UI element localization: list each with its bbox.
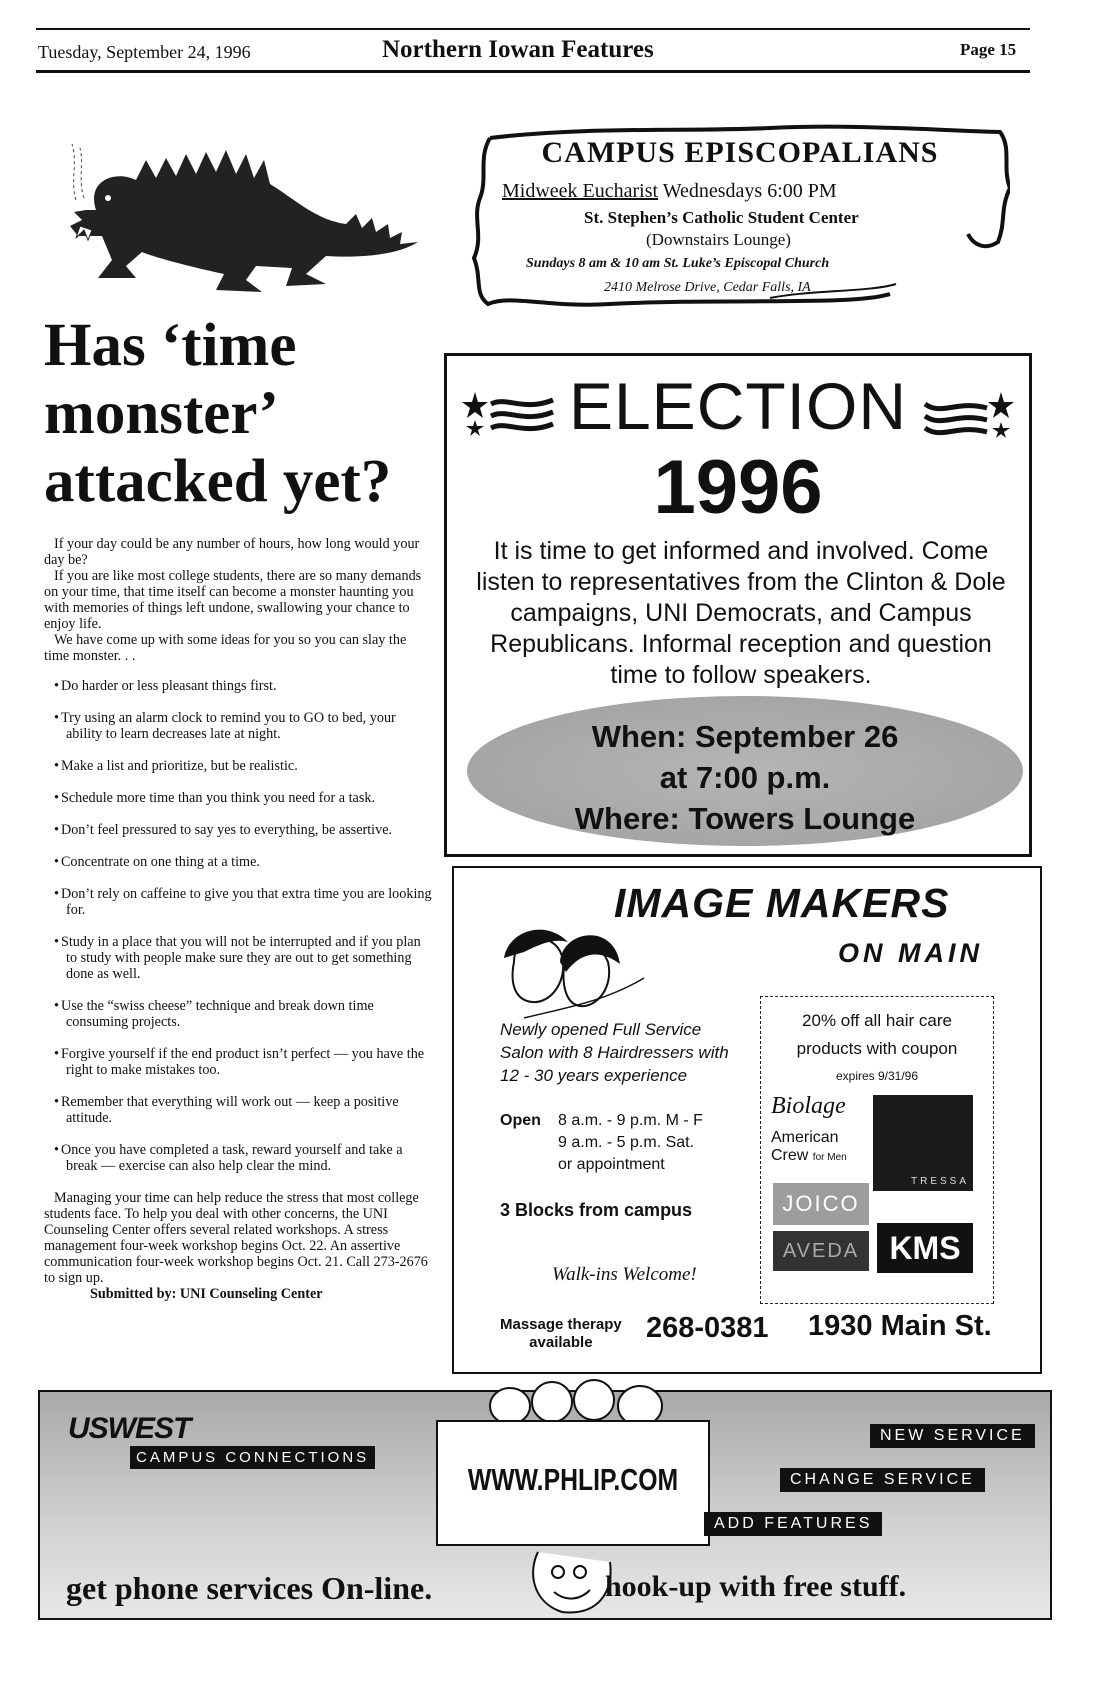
brand-aveda-logo: AVEDA	[773, 1231, 869, 1271]
salon-faces-illustration	[484, 912, 654, 1032]
massage-note	[500, 1316, 622, 1352]
location-1: St. Stephen’s Catholic Student Center	[584, 208, 859, 227]
tip-item: • Don’t feel pressured to say yes to everything, be assertive.	[44, 822, 432, 838]
election-title: ELECTION	[568, 369, 908, 443]
coupon-line-1: 20% off all hair care	[802, 1011, 952, 1030]
tip-item: • Forgive yourself if the end product isn’t perfect — you have the right to make mistakes too.	[44, 1046, 432, 1078]
salon-distance: 3 Blocks from campus	[500, 1200, 693, 1220]
add-features-button[interactable]: ADD FEATURES	[704, 1512, 882, 1536]
location-1-sub: (Downstairs Lounge)	[646, 230, 791, 249]
event-date: When: September 26	[591, 719, 899, 754]
salon-address: 1930 Main St.	[808, 1310, 992, 1342]
image-makers-ad	[452, 866, 1042, 1374]
salon-hours	[558, 1110, 703, 1176]
article-intro-1: If your day could be any number of hours, how long would your day be?	[44, 536, 420, 568]
eucharist-time: Wednesdays 6:00 PM	[662, 180, 837, 202]
discount-coupon[interactable]	[760, 996, 994, 1304]
website-url[interactable]: WWW.PHLIP.COM	[467, 1462, 679, 1497]
american-crew-line-1: American	[771, 1129, 839, 1146]
brand-biolage-logo: Biolage	[771, 1093, 846, 1119]
church-address: 2410 Melrose Drive, Cedar Falls, IA	[604, 280, 811, 295]
brand-tressa-logo	[873, 1095, 973, 1191]
brand-joico-logo: JOICO	[773, 1183, 869, 1225]
tips-list	[44, 678, 432, 1174]
event-details	[467, 716, 1023, 839]
sunday-services: Sundays 8 am & 10 am St. Luke’s Episcopal Church	[526, 256, 830, 271]
tip-item: • Don’t rely on caffeine to give you that extra time you are looking for.	[44, 886, 432, 918]
coupon-line-2: products with coupon	[796, 1039, 958, 1058]
election-description: It is time to get informed and involved. Come listen to representatives from the Clinton & Dole campaigns, UNI Democrats, and Campus Republicans. Informal reception and question time to follow speakers.	[476, 537, 1006, 689]
hours-label: Open	[500, 1112, 541, 1129]
tip-item: • Make a list and prioritize, but be realistic.	[44, 758, 432, 774]
episcopalians-ad	[470, 118, 1010, 318]
american-crew-for-men: for Men	[812, 1152, 847, 1163]
massage-line-1: Massage therapy	[500, 1316, 622, 1333]
headline-line-1: Has ‘time	[44, 312, 297, 379]
website-sign[interactable]	[436, 1420, 710, 1546]
article-intro-2: If you are like most college students, there are so many demands on your time, that time itself can become a monster haunting you with memories of things left undone, swallowing your chance to enjoy life.	[44, 568, 422, 632]
headline-line-3: attacked yet?	[44, 448, 392, 515]
american-crew-line-2: Crew	[771, 1147, 809, 1164]
tip-item: • Study in a place that you will not be interrupted and if you plan to study with people make sure they are out to get something done as well.	[44, 934, 432, 982]
header-rule-top	[36, 28, 1030, 30]
header-page-number: Page 15	[960, 40, 1017, 59]
coupon-expiry: expires 9/31/96	[835, 1069, 919, 1083]
event-details-oval	[467, 696, 1023, 846]
tip-item: • Once you have completed a task, reward yourself and take a break — exercise can also help clear the mind.	[44, 1142, 432, 1174]
change-service-button[interactable]: CHANGE SERVICE	[780, 1468, 985, 1492]
tagline-online: get phone services On-line.	[66, 1570, 433, 1606]
tip-item: • Remember that everything will work out — keep a positive attitude.	[44, 1094, 432, 1126]
article-closing: Managing your time can help reduce the stress that most college students face. To help you deal with other concerns, the UNI Counseling Center offers several related workshops. A stress management four-week workshop begins Oct. 22. An assertive communication four-week workshop begins Oct. 21. Call 273-2676 to sign up.	[44, 1190, 428, 1286]
hand-fingers-illustration	[480, 1376, 680, 1426]
tip-item: • Do harder or less pleasant things first.	[44, 678, 432, 694]
event-time: at 7:00 p.m.	[659, 760, 831, 795]
article-headline	[44, 312, 444, 516]
salon-title: IMAGE MAKERS	[614, 880, 950, 926]
header-rule-bottom	[36, 70, 1030, 73]
uswest-ad	[38, 1390, 1052, 1620]
headline-line-2: monster’	[44, 380, 279, 447]
new-service-button[interactable]: NEW SERVICE	[870, 1424, 1035, 1448]
brand-kms-logo: KMS	[877, 1223, 973, 1273]
massage-line-2: available	[529, 1334, 593, 1351]
hours-weekday: 8 a.m. - 9 p.m. M - F	[558, 1112, 703, 1129]
coupon-offer	[761, 1007, 993, 1063]
header-date: Tuesday, September 24, 1996	[38, 42, 251, 62]
hours-saturday: 9 a.m. - 5 p.m. Sat.	[558, 1134, 695, 1151]
tip-item: • Schedule more time than you think you need for a task.	[44, 790, 432, 806]
uswest-logo: USWEST	[68, 1412, 191, 1445]
episcopalians-title: CAMPUS EPISCOPALIANS	[541, 136, 939, 169]
tip-item: • Try using an alarm clock to remind you to GO to bed, your ability to learn decreases late at night.	[44, 710, 432, 742]
article-body	[44, 536, 432, 1302]
election-year: 1996	[653, 445, 823, 530]
salon-phone: 268-0381	[646, 1312, 769, 1344]
article-submitted-by: Submitted by: UNI Counseling Center	[90, 1286, 323, 1302]
article-intro-3: We have come up with some ideas for you so you can slay the time monster. . .	[44, 632, 407, 664]
salon-description: Newly opened Full Service Salon with 8 Hairdressers with 12 - 30 years experience	[500, 1020, 729, 1085]
salon-subtitle: ON MAIN	[838, 938, 983, 968]
hours-appointment: or appointment	[558, 1156, 665, 1173]
tagline-free-stuff: hook-up with free stuff.	[605, 1570, 907, 1603]
campus-connections-label: CAMPUS CONNECTIONS	[130, 1446, 375, 1469]
brand-american-crew-logo	[771, 1129, 847, 1167]
header-section-title: Northern Iowan Features	[382, 36, 654, 63]
tressa-label: TRESSA	[910, 1176, 969, 1187]
tip-item: • Concentrate on one thing at a time.	[44, 854, 432, 870]
eucharist-line	[502, 180, 837, 203]
election-ad	[444, 353, 1032, 857]
walkins-welcome: Walk-ins Welcome!	[552, 1264, 697, 1285]
eucharist-label: Midweek Eucharist	[502, 180, 659, 202]
time-monster-illustration	[56, 140, 436, 300]
tip-item: • Use the “swiss cheese” technique and break down time consuming projects.	[44, 998, 432, 1030]
event-location: Where: Towers Lounge	[574, 801, 916, 836]
